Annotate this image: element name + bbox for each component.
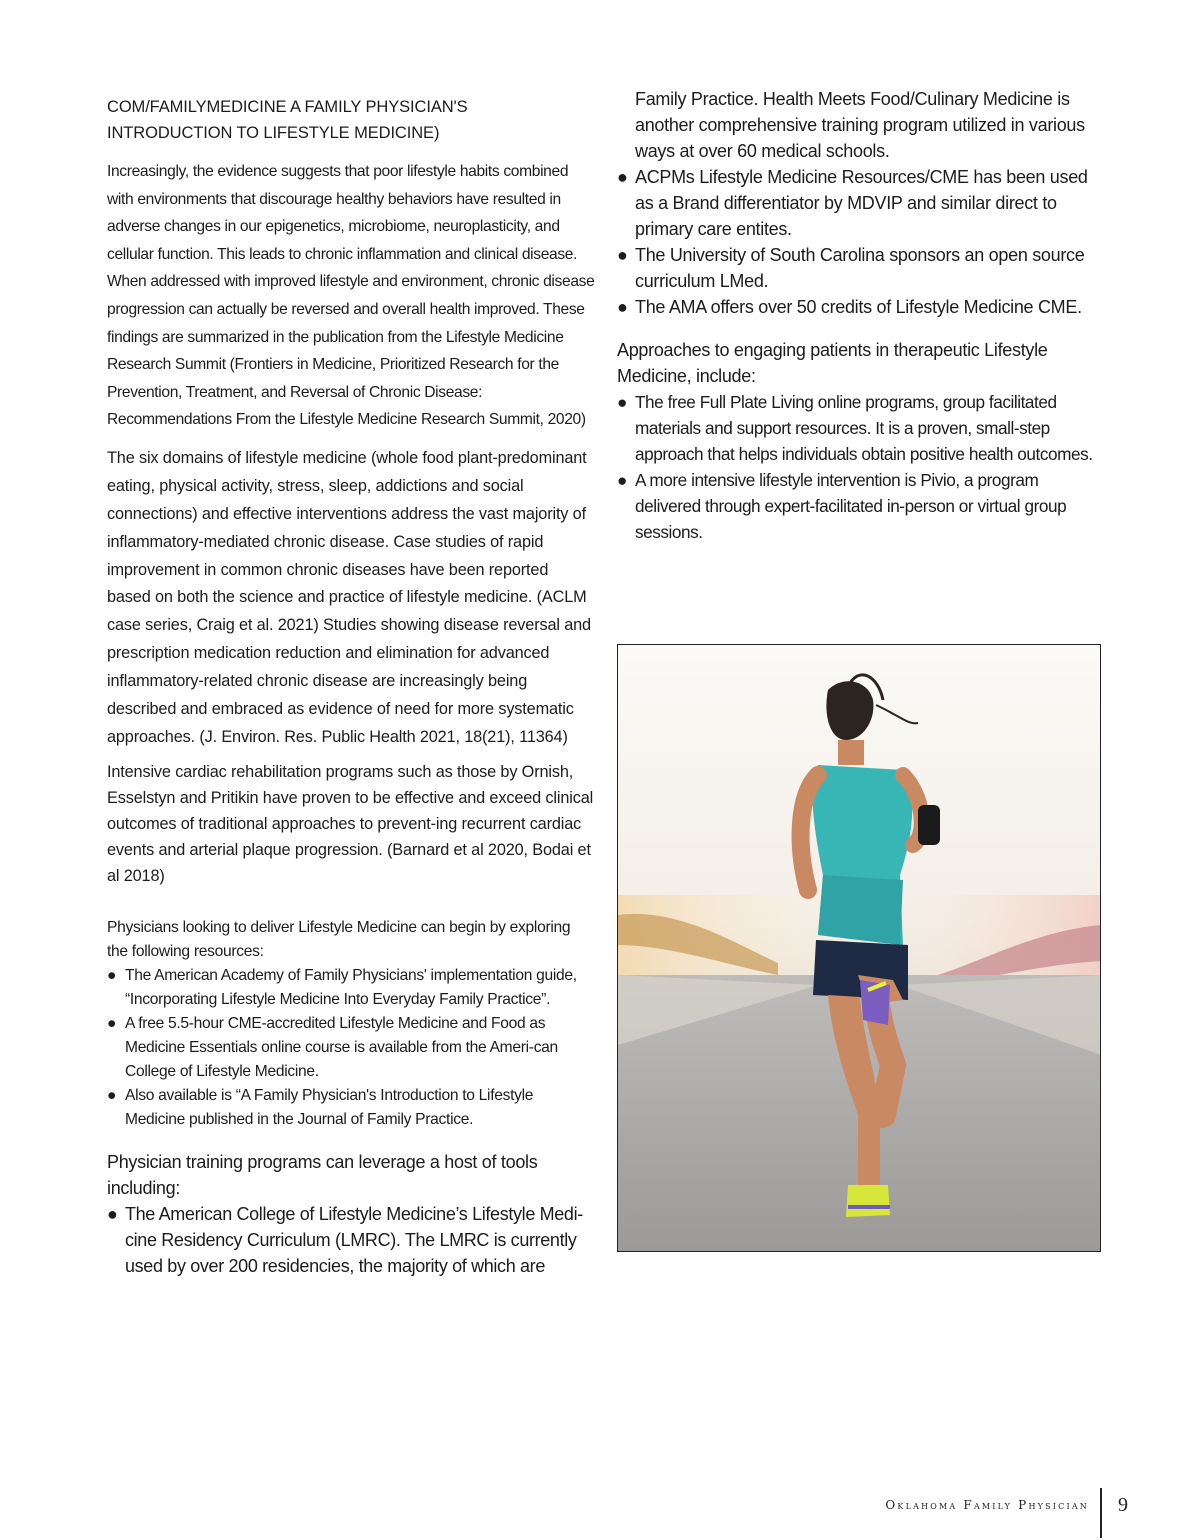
paragraph-evidence: Increasingly, the evidence suggests that poor lifestyle habits combined with environments that discourage healthy behaviors have resulted in adverse changes in our epigenetics, microbiome, neuroplasticity, and cellular function. This leads to chronic inflammation and clinical disease. When addressed with improved lifestyle and environment, chronic disease progression can actually be reversed and overall health improved. These findings are summarized in the publication from the Lifestyle Medicine Research Summit (Frontiers in Medicine, Prioritized Research for the Prevention, Treatment, and Reversal of Chronic Disease: Recommendations From the Lifestyle Medicine Research Summit, 2020) [107,163,595,429]
footer-divider [1100,1488,1102,1538]
list-item: ● The University of South Carolina sponsors an open source curriculum LMed. [617,242,1097,294]
left-column [107,94,595,1279]
list-item: ● The American College of Lifestyle Medicine’s Lifestyle Medi-cine Residency Curriculum (LMRC). The LMRC is currently used by over 200 residencies, the majority of which are [107,1201,595,1279]
runner-photo [617,644,1101,1252]
page-number: 9 [1118,1494,1128,1516]
resources-list [107,964,595,1132]
runner-photo-illustration [618,645,1101,1252]
approaches-list [617,389,1097,545]
list-item: ● The American Academy of Family Physicians' implementation guide, “Incorporating Lifestyle Medicine Into Everyday Family Practice”. [107,964,595,1012]
bullet-icon: ● [617,392,627,412]
bullet-icon: ● [107,1086,117,1104]
paragraph-cardiac-rehab: Intensive cardiac rehabilitation programs such as those by Ornish, Esselstyn and Pritikin have proven to be effective and exceed clinical outcomes of traditional approaches to prevent-ing recurrent cardiac events and arterial plaque progression. (Barnard et al 2020, Bodai et al 2018) [107,762,594,885]
paragraph-six-domains: The six domains of lifestyle medicine (whole food plant-predominant eating, physical activity, stress, sleep, addictions and social connections) and effective interventions address the vast majority of inflammatory-mediated chronic disease. Case studies of rapid improvement in common chronic diseases have been reported based on both the science and practice of lifestyle medicine. (ACLM case series, Craig et al. 2021) Studies showing disease reversal and prescription medication reduction and elimination for advanced inflammatory-related chronic disease are increasingly being described and embraced as evidence of need for more systematic approaches. (J. Environ. Res. Public Health 2021, 18(21), 11364) [107,448,591,746]
right-column [617,86,1097,545]
footer-publication-title: Oklahoma Family Physician [885,1498,1089,1512]
bullet-icon: ● [617,297,628,317]
section-heading: COM/FAMILYMEDICINE A FAMILY PHYSICIAN'S INTRODUCTION TO LIFESTYLE MEDICINE) [107,98,468,142]
list-item: ● A more intensive lifestyle intervention is Pivio, a program delivered through expert-facilitated in-person or virtual group sessions. [617,467,1097,545]
bullet-icon: ● [107,1203,118,1224]
list-item: ● Also available is “A Family Physician's Introduction to Lifestyle Medicine published in the Journal of Family Practice. [107,1084,595,1132]
list-item: ● ACPMs Lifestyle Medicine Resources/CME has been used as a Brand differentiator by MDVIP and similar direct to primary care entites. [617,164,1097,242]
training-list [107,1201,595,1279]
bullet-icon: ● [107,966,117,984]
bullet-icon: ● [107,1014,117,1032]
paragraph-resources-intro: Physicians looking to deliver Lifestyle Medicine can begin by exploring the following resources: [107,918,571,960]
paragraph-continuation: Family Practice. Health Meets Food/Culinary Medicine is another comprehensive training program utilized in various ways at over 60 medical schools. [635,89,1085,161]
list-item: ● The free Full Plate Living online programs, group facilitated materials and support resources. It is a proven, small-step approach that helps individuals obtain positive health outcomes. [617,389,1097,467]
paragraph-approaches-intro: Approaches to engaging patients in therapeutic Lifestyle Medicine, include: [617,340,1048,386]
bullet-icon: ● [617,470,627,490]
bullet-icon: ● [617,167,628,187]
list-item: ● The AMA offers over 50 credits of Lifestyle Medicine CME. [617,294,1097,320]
bullet-icon: ● [617,245,628,265]
list-item: ● A free 5.5-hour CME-accredited Lifestyle Medicine and Food as Medicine Essentials online course is available from the Ameri-can College of Lifestyle Medicine. [107,1012,595,1084]
paragraph-training-intro: Physician training programs can leverage a host of tools including: [107,1151,538,1198]
training-list-continued [617,164,1097,320]
